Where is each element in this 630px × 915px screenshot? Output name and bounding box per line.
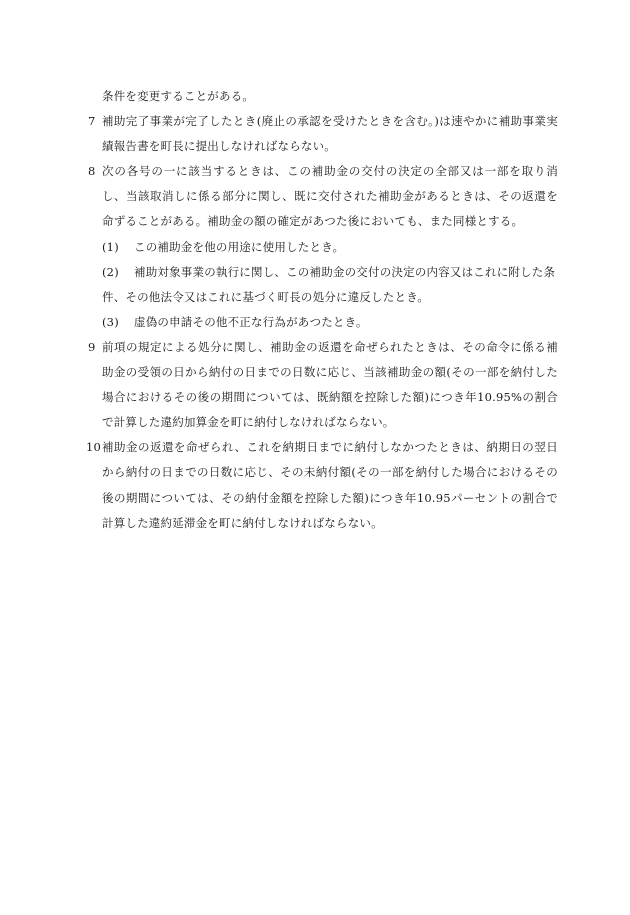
item-1-number: (1) [102,239,119,254]
paragraph-8-item-1 [88,235,558,260]
item-3-text: 虚偽の申請その他不正な行為があつたとき。 [134,314,368,329]
paragraph-7 [88,109,558,159]
document-body [88,84,558,536]
paragraph-8-item-3 [88,310,558,335]
paragraph-8-text: 次の各号の一に該当するときは、この補助金の交付の決定の全部又は一部を取り消し、当該取消しに係る部分に関し、既に交付された補助金があるときは、その返還を命ずることがある。補助金の額の確定があつた後においても、また同様とする。 [102,164,558,229]
paragraph-10-number: 10 [86,440,102,455]
paragraph-7-number: 7 [88,114,96,129]
paragraph-8 [88,159,558,234]
paragraph-8-item-2 [88,260,558,310]
paragraph-10 [88,435,558,535]
paragraph-9-text: 前項の規定による処分に関し、補助金の返還を命ぜられたときは、その命令に係る補助金の受領の日から納付の日までの日数に応じ、当該補助金の額(その一部を納付した場合におけるその後の期間については、既納額を控除した額)につき年10.95%の割合で計算した違約加算金を町に納付しなければならない。 [102,339,558,430]
item-2-number: (2) [102,264,119,279]
paragraph-8-number: 8 [88,164,96,179]
item-2-text: 補助対象事業の執行に関し、この補助金の交付の決定の内容又はこれに附した条件、その他法令又はこれに基づく町長の処分に違反したとき。 [102,264,556,304]
paragraph-7-text: 補助完了事業が完了したとき(廃止の承認を受けたときを含む。)は速やかに補助事業実績報告書を町長に提出しなければならない。 [102,114,558,154]
paragraph-9-number: 9 [88,339,96,354]
item-3-number: (3) [102,314,119,329]
item-1-text: この補助金を他の用途に使用したとき。 [134,239,345,254]
paragraph-9 [88,335,558,435]
paragraph-10-text: 補助金の返還を命ぜられ、これを納期日までに納付しなかつたときは、納期日の翌日から納付の日までの日数に応じ、その未納付額(その一部を納付した場合におけるその後の期間については、その納付金額を控除した額)につき年10.95パーセントの割合で計算した違約延滞金を町に納付しなければならない。 [102,440,558,530]
continuation-line [88,84,558,109]
continuation-text: 条件を変更することがある。 [102,89,255,103]
